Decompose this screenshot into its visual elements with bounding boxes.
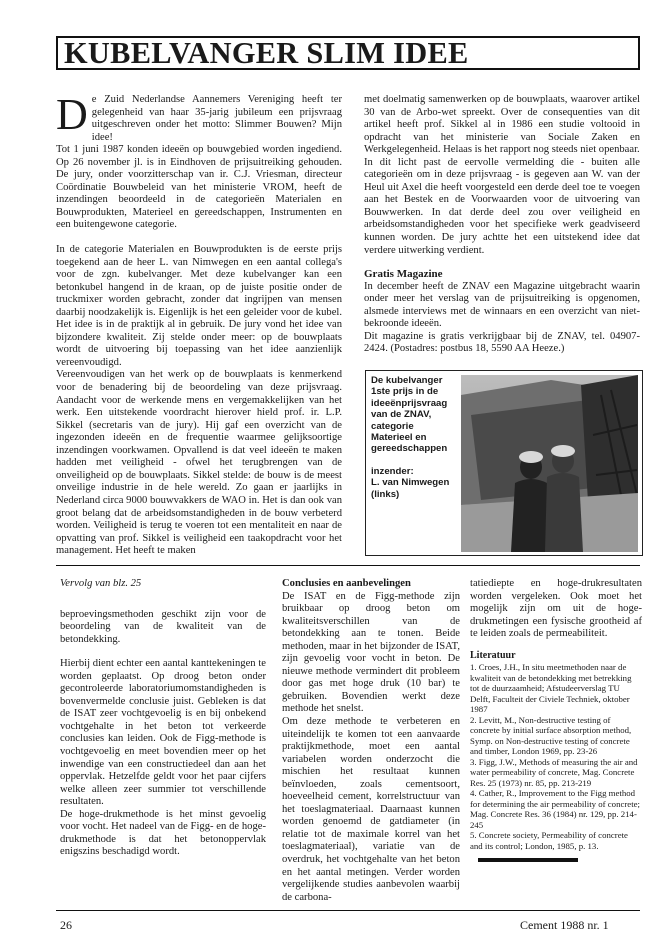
paragraph: In de categorie Materialen en Bouwprodukten is de eerste prijs toegekend aan de heer L. van Nimwegen en een aantal collega's voor de zgn. kubelvanger. Met deze kubelvanger kan een betonkubel hangend in de kraan, op de juiste positie onder de truckmixer worden gebracht, zonder dat ingrijpen van mensen daarbij noodzakelijk is. Eigenlijk is het een geleider voor de kubel. Het idee is in de praktijk al in gebruik. De jury vond het idee van bijzondere kwaliteit. Zij stelde onder meer: op de bouwplaats wordt de uitvoering bij toepassing van het idee aanzienlijk vereenvoudigd. (56, 244, 342, 368)
section-heading-conclusies: Conclusies en aanbevelingen (282, 578, 411, 589)
reference-item: 3. Figg, J.W., Methods of measuring the air and water permeability of concrete, Mag. Concrete Res. 25 (1973) nr. 85, pp. 213-219 (470, 756, 638, 788)
reference-item: 1. Croes, J.H., In situ meetmethoden naar de kwaliteit van de betondekking met betrekking tot de duurzaamheid; Afstudeerverslag TU Delft, Faculteit der Civiele Techniek, oktober 1987 (470, 662, 632, 715)
caption-inzender-label: inzender: (371, 465, 414, 477)
caption-line: gereedschappen (371, 443, 448, 455)
drop-cap: D (56, 90, 88, 139)
caption-line: categorie (371, 420, 414, 432)
caption-line: Materieel en (371, 432, 427, 444)
reference-item: 5. Concrete society, Permeability of concrete and its control; London, 1985, p. 13. (470, 830, 628, 851)
article-headline: KUBELVANGER SLIM IDEE (64, 35, 469, 70)
paragraph: Vereenvoudigen van het werk op de bouwplaats is kenmerkend voor de benadering bij de beoordeling van deze prijsvraag. Aandacht voor de werkende mens en vergemakkelijken van het werk. Een uitstekende voordracht hierover hield prof. ir. L.P. Sikkel (secretaris van de jury). Hij gaf een overzicht van de ingezonden ideeën en de frequentie waarmee gelijksoortige inzendingen voorkwamen. Opvallend is dat veel ideeën te maken hadden met veiligheid - ofwel het terugbrengen van de onveiligheid op de bouwplaats. Sikkel stelde: de bouw is de meest onveilige industrie in de hele wereld. Zo gaan er jaarlijks in Nederland circa 9000 bouwvakkers de WAO in. Het is dan ook van groot belang dat de arbeidsomstandigheden in de bouw verbeterd worden. Veiligheid is terug te voeren tot een mentaliteit en naar de opvatting van prof. Sikkel is veiligheid een taakopdracht voor het management. Het heeft te maken (56, 369, 342, 557)
paragraph: In dit licht past de eervolle vermelding die - buiten alle categorieën om in deze prijsvraag - is gegeven aan W. van der Heul uit Axel die heeft voorgesteld een derde deel toe te voegen aan het Bestek en de Voorwaarden voor de uitvoering van Bouwwerken. In dat derde deel zou over veiligheid en arbeidsomstandigheden voor het specifieke werk geadviseerd kunnen worden. De jury achtte het een uitstekend idee dat verdere uitwerking verdient. (364, 156, 640, 256)
caption-line: 1ste prijs in de (371, 386, 439, 398)
page-number: 26 (60, 918, 72, 932)
caption-line: van de ZNAV, (371, 409, 432, 421)
paragraph: Dit magazine is gratis verkrijgbaar bij de ZNAV, tel. 04907-2424. (Postadres: postbus 18, 5590 AA Heeze.) (364, 330, 640, 355)
paragraph-text: e Zuid Nederlandse Aannemers Vereniging heeft ter gelegenheid van haar 35-jarig jubileum een prijsvraag uitgeschreven onder het motto: Slimmer Bouwen? Mijn idee! (91, 94, 342, 143)
article-left-column (56, 90, 342, 558)
reference-list (470, 662, 642, 851)
paragraph: Tot 1 juni 1987 konden ideeën op bouwgebied worden ingediend. Op 26 november jl. is in Eindhoven de prijsuitreiking gehouden. De jury, onder voorzitterschap van ir. C.J. Vriesman, directeur Coördinatie Bouwbeleid van het ministerie VROM, heeft de inzendingen beoordeeld in de categorieën Materialen en Bouwprodukten, Materieel en gereedschappen, Instrumenten en een buitengewone categorie. (56, 144, 342, 231)
photo-caption (371, 375, 457, 500)
paragraph: Hierbij dient echter een aantal kanttekeningen te worden geplaatst. Op droog beton onder gecontroleerde laboratoriumomstandigheden is bovenvermelde conclusie juist. Gebleken is dat de ISAT zeer vochtgevoelig is en bij onbekend vochtgehalte in het beton tot verkeerde conclusies kan leiden. Ook de Figg-methode is vochtgevoelig en meet bovendien meer op het inwendige van een constructiedeel dan aan het oppervlak. Hetzelfde geldt voor het paar cijfers welke alleen zeer summier tot verschillende resultaten. (60, 658, 266, 808)
caption-line: ideeënprijsvraag (371, 397, 448, 409)
paragraph: met doelmatig samenwerken op de bouwplaats, waarover artikel 30 van de Arbo-wet spreekt. Over de consequenties van dit artikel heeft prof. Sikkel al in 1986 een studie voltooid in opdracht van het ministerie van Sociale Zaken en Werkgelegenheid. Helaas is het rapport nog steeds niet openbaar. (364, 94, 640, 156)
continued-column-3 (470, 578, 642, 851)
continued-column-2 (282, 578, 460, 904)
paragraph: De ISAT en de Figg-methode zijn bruikbaar op droog beton om kwaliteitsverschillen van de betondekking aan te tonen. Beide methoden, maar in het bijzonder de ISAT, zijn gevoelig voor vocht in beton. De nieuwe methode vermindert dit probleem door gas met hoge druk (10 bar) te gebruiken. Bovendien werkt deze methode het snelst. (282, 590, 460, 715)
intro-paragraph (56, 90, 342, 144)
reference-item: 2. Levitt, M., Non-destructive testing of concrete by initial surface absorption method, Symp. on Non-destructive testing of concrete and timber, London 1969, pp. 23-26 (470, 714, 632, 757)
end-of-article-rule (478, 858, 578, 862)
caption-line: De kubelvanger (371, 375, 443, 386)
continued-from-label: Vervolg van blz. 25 (60, 578, 142, 589)
reference-item: 4. Cather, R., Improvement to the Figg method for determining the air permeability of concrete; Mag. Concrete Res. 36 (1984) nr. 129, pp. 214-245 (470, 788, 641, 830)
issue-label: Cement 1988 nr. 1 (520, 918, 609, 932)
paragraph: Om deze methode te verbeteren en uiteindelijk te komen tot een aanvaarde praktijkmethode, moet een aantal variabelen worden onderzocht die mischien het resultaat kunnen beïnvloeden, zoals cementsoort, hoeveelheid cement, korrelstructuur van het toeslagmateriaal. Daarnaast kunnen worden genoemd de gatdiameter (in relatie tot de maximale korrel van het toeslagmateriaal), variatie van de overdruk, het vochtgehalte van het beton en het aantal metingen. Verder worden vergelijkende studies aanbevolen waarbij de carbona- (282, 716, 460, 903)
continued-column-1 (60, 578, 266, 859)
caption-inzender-note: (links) (371, 488, 400, 500)
footer-divider (56, 910, 640, 911)
paragraph: In december heeft de ZNAV een Magazine uitgebracht waarin onder meer het verslag van de prijsuitreiking is opgenomen, alsmede interviews met de winnaars en een overzicht van niet-bekroonde ideeën. (364, 280, 640, 330)
section-heading-literatuur: Literatuur (470, 649, 516, 661)
section-heading-gratis: Gratis Magazine (364, 268, 443, 281)
article-right-column (364, 94, 640, 356)
paragraph: tatiediepte en hoge-drukresultaten worden vergeleken. Ook moet het mogelijk zijn om uit de hoge-drukmetingen een fysische grootheid af te leiden zoals de permeabiliteit. (470, 578, 642, 640)
section-divider (56, 565, 640, 566)
kubelvanger-photo (461, 375, 638, 552)
paragraph: De hoge-drukmethode is het minst gevoelig voor vocht. Het nadeel van de Figg- en de hoge-drukmethode is dat het betonoppervlak enigszins beschadigd wordt. (60, 808, 266, 858)
paragraph: beproevingsmethoden geschikt zijn voor de beoordeling van de kwaliteit van de betondekking. (60, 608, 266, 645)
caption-inzender-name: L. van Nimwegen (371, 477, 450, 489)
